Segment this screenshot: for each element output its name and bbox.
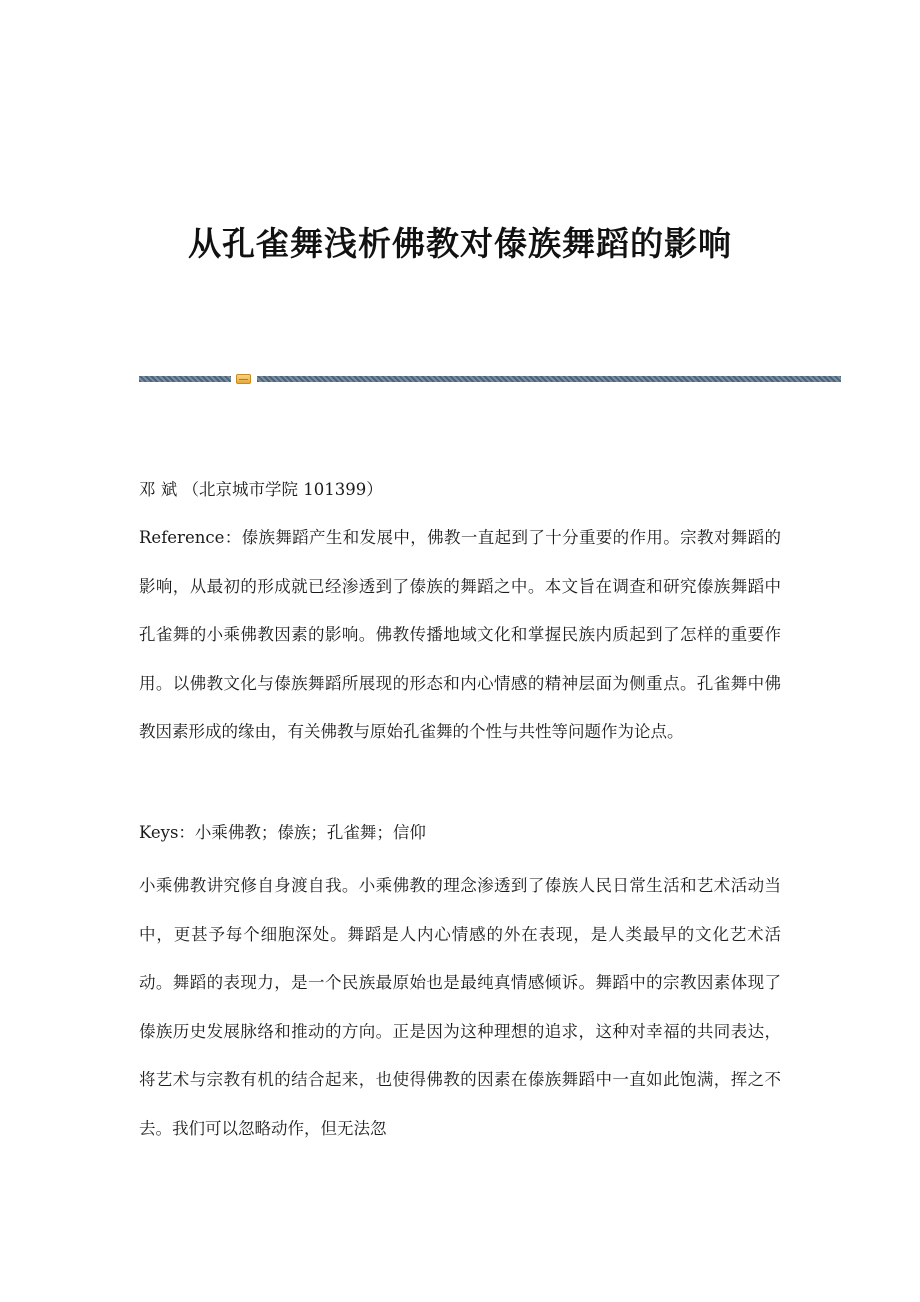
abstract-paragraph: Reference：傣族舞蹈产生和发展中，佛教一直起到了十分重要的作用。宗教对舞蹈的影响，从最初的形成就已经渗透到了傣族的舞蹈之中。本文旨在调查和研究傣族舞蹈中孔雀舞的小乘佛教因素的影响。佛教传播地域文化和掌握民族内质起到了怎样的重要作用。以佛教文化与傣族舞蹈所展现的形态和内心情感的精神层面为侧重点。孔雀舞中佛教因素形成的缘由，有关佛教与原始孔雀舞的个性与共性等问题作为论点。: [139, 528, 781, 742]
divider-left-segment: [139, 376, 231, 382]
body-paragraph: 小乘佛教讲究修自身渡自我。小乘佛教的理念渗透到了傣族人民日常生活和艺术活动当中，更甚予每个细胞深处。舞蹈是人内心情感的外在表现，是人类最早的文化艺术活动。舞蹈的表现力，是一个民族最原始也是最纯真情感倾诉。舞蹈中的宗教因素体现了傣族历史发展脉络和推动的方向。正是因为这种理想的追求，这种对幸福的共同表达，将艺术与宗教有机的结合起来，也使得佛教的因素在傣族舞蹈中一直如此饱满，挥之不去。我们可以忽略动作，但无法忽: [139, 876, 781, 1138]
title-divider: [139, 374, 841, 383]
divider-right-segment: [257, 376, 841, 382]
author-line: 邓 斌 （北京城市学院 101399）: [139, 480, 383, 499]
keywords-line: Keys：小乘佛教；傣族；孔雀舞；信仰: [139, 823, 426, 842]
divider-ornament-icon: [236, 374, 251, 384]
document-title: 从孔雀舞浅析佛教对傣族舞蹈的影响: [188, 224, 732, 263]
